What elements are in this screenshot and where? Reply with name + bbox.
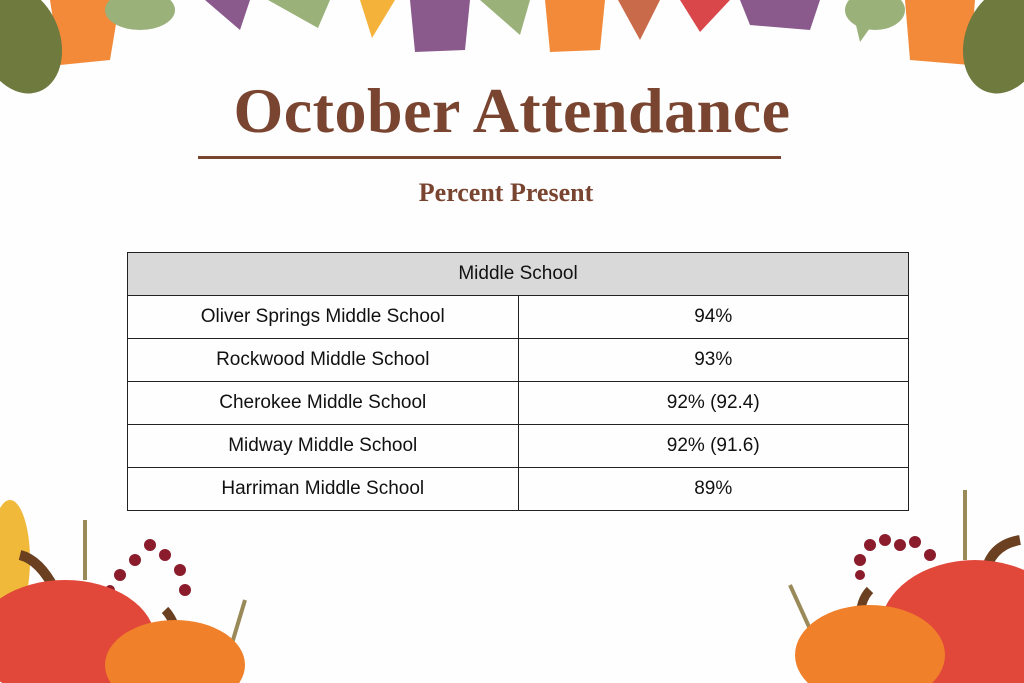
attendance-percent: 92% (91.6)	[518, 425, 909, 468]
bunting-pennants	[50, 0, 975, 65]
table-header-row	[128, 253, 909, 296]
table-header: Middle School	[128, 253, 909, 296]
title-underline	[198, 156, 781, 159]
attendance-percent: 92% (92.4)	[518, 382, 909, 425]
table-row	[128, 339, 909, 382]
table-row	[128, 296, 909, 339]
pumpkins-bottom-right	[790, 490, 1024, 683]
school-name: Harriman Middle School	[128, 468, 519, 511]
page-subtitle: Percent Present	[418, 178, 594, 207]
page-title: October Attendance	[233, 75, 791, 146]
school-name: Oliver Springs Middle School	[128, 296, 519, 339]
attendance-percent: 89%	[518, 468, 909, 511]
attendance-percent: 94%	[518, 296, 909, 339]
school-name: Rockwood Middle School	[128, 339, 519, 382]
table-row	[128, 425, 909, 468]
school-name: Midway Middle School	[128, 425, 519, 468]
pumpkins-bottom-left	[0, 500, 245, 683]
table-row	[128, 468, 909, 511]
attendance-table	[127, 252, 909, 511]
school-name: Cherokee Middle School	[128, 382, 519, 425]
table-row	[128, 382, 909, 425]
attendance-percent: 93%	[518, 339, 909, 382]
